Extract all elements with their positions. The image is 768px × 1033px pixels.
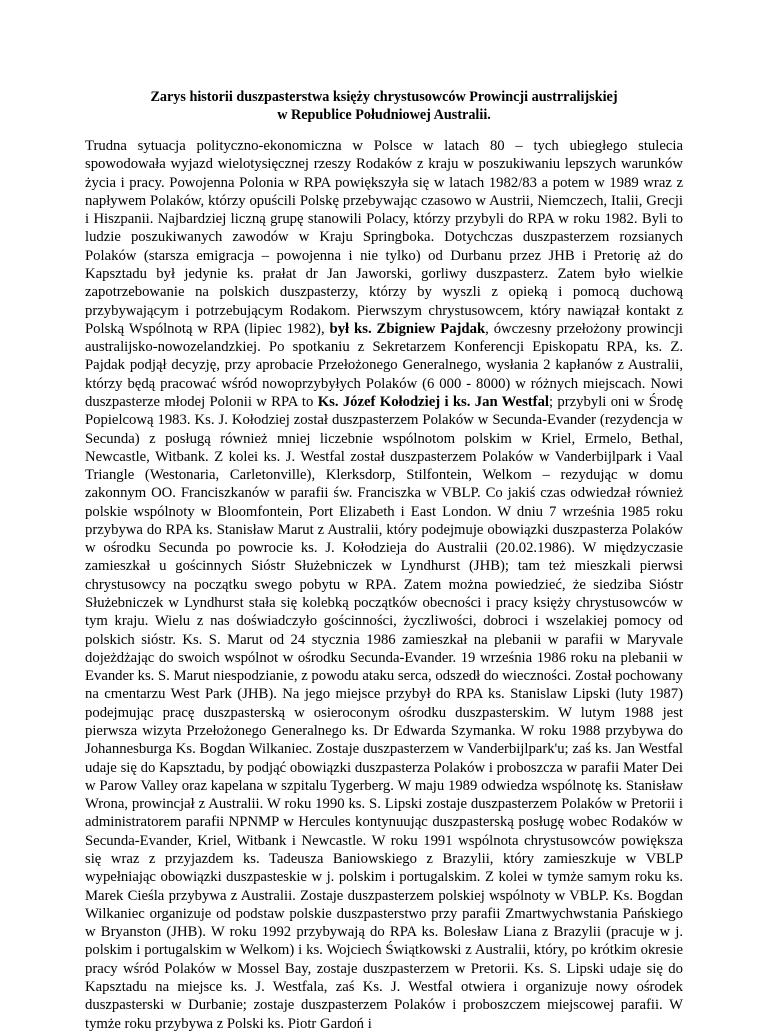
document-page [85,88,683,1033]
text-segment-1: Trudna sytuacja polityczno-ekonomiczna w Polsce w latach 80 – tych ubiegłego stulecia spowodowała wyjazd wielotysięcznej rzeszy Rodaków z kraju w poszukiwaniu lepszych warunków życia i pracy. Powojenna Polonia w RPA powiększyła się w latach 1982/83 a potem w 1989 wraz z napływem Polaków, którzy opuścili Polskę przebywając czasowo w Austrii, Niemczech, Italii, Grecji i Hiszpanii. Najbardziej liczną grupę stanowili Polacy, którzy przybyli do RPA w roku 1982. Byli to ludzie poszukiwanych zawodów w Kraju Springboka. Dotychczas duszpasterzem rozsianych Polaków (starsza emigracja – powojenna i nie tylko) od Durbanu przez JHB i Pretorię aż do Kapsztadu był jedynie ks. prałat dr Jan Jaworski, gorliwy duszpasterz. Zatem było wielkie zapotrzebowanie na polskich duszpasterzy, którzy by wyszli z opieką i pomocą duchową przybywającym i potrzebującym Rodakom. Pierwszym chrystusowcem, który nawiązał kontakt z Polską Wspólnotą w RPA (lipiec 1982), [85,138,683,337]
body-paragraph [85,137,683,1033]
title-line-1: Zarys historii duszpasterstwa księży chrystusowców Prowincji austrralijskiej [150,89,618,105]
document-title [85,88,683,124]
title-line-2: w Republice Południowej Australii. [277,107,491,123]
bold-names-kolodziej-westfal: Ks. Józef Kołodziej i ks. Jan Westfal [317,393,550,410]
text-segment-3: ; przybyli oni w Środę Popielcową 1983. Ks. J. Kołodziej został duszpasterzem Polaków w Secunda-Evander (rezydencja w Secunda) z posługą również mniej liczebnie wspólnotom polskim w Kriel, Ermelo, Bethal, Newcastle, Witbank. Z kolei ks. J. Westfal został duszpasterzem Polaków w Vanderbijlpark i Vaal Triangle (Westonaria, Carletonville), Klerksdorp, Stilfontein, Welkom – rezydując w domu zakonnym OO. Franciszkanów w parafii św. Franciszka w VBLP. Co jakiś czas odwiedzał również polskie wspólnoty w Bloomfontein, Port Elizabeth i East London. W dniu 7 września 1985 roku przybywa do RPA ks. Stanisław Marut z Australii, który podejmuje obowiązki duszpasterza Polaków w ośrodku Secunda po powrocie ks. J. Kołodzieja do Australii (20.02.1986). W międzyczasie zamieszkał u gościnnych Sióstr Służebniczek w Lyndhurst (JHB); tam też mieszkali pierwsi chrystusowcy na początku swego pobytu w RPA. Zatem można powiedzieć, że siedziba Sióstr Służebniczek w Lyndhurst stała się kolebką początków obecności i pracy księży chrystusowców w tym kraju. Wielu z nas doświadczyło gościnności, życzliwości, dobroci i wszelakiej pomocy od polskich sióstr. Ks. S. Marut od 24 stycznia 1986 zamieszkał na plebanii w parafii w Maryvale dojeżdżając do swoich wspólnot w ośrodku Secunda-Evander. 19 września 1986 roku na plebanii w Evander ks. S. Marut niespodzianie, z powodu ataku serca, odszedł do wieczności. Został pochowany na cmentarzu West Park (JHB). Na jego miejsce przybył do RPA ks. Stanislaw Lipski (luty 1987) podejmując pracę duszpasterską w osieroconym ośrodku duszpasterskim. W lutym 1988 jest pierwsza wizyta Przełożonego Generalnego ks. Dr Edwarda Szymanka. W roku 1988 przybywa do Johannesburga Ks. Bogdan Wilkaniec. Zostaje duszpasterzem w Vanderbijlpark'u; zaś ks. Jan Westfal udaje się do Kapsztadu, by podjąć obowiązki duszpasterza Polaków i proboszcza w parafii Mater Dei w Parow Valley oraz kapelana w szpitalu Tygerberg. W maju 1989 odwiedza wspólnotę ks. Stanisław Wrona, prowincjał z Australii. W roku 1990 ks. S. Lipski zostaje duszpasterzem Polaków w Pretorii i administratorem parafii NPNMP w Hercules kontynuując duszpasterską posługę wobec Rodaków w Secunda-Evander, Kriel, Witbank i Newcastle. W roku 1991 wspólnota chrystusowców powiększa się wraz z przyjazdem ks. Tadeusza Baniowskiego z Brazylii, który zamieszkuje w VBLP wypełniając obowiązki duszpasteskie w j. polskim i portugalskim. Z kolei w tymże samym roku ks. Marek Cieśla przybywa z Australii. Zostaje duszpasterzem polskiej wspólnoty w VBLP. Ks. Bogdan Wilkaniec organizuje od podstaw polskie duszpasterstwo przy parafii Zmartwychwstania Pańskiego w Bryanston (JHB). W roku 1992 przybywają do RPA ks. Bolesław Liana z Brazylii (pracuje w j. polskim i portugalskim w Welkom) i ks. Wojciech Świątkowski z Australii, który, po krótkim okresie pracy wśród Polaków w Mossel Bay, zostaje duszpasterzem w Pretorii. Ks. S. Lipski udaje się do Kapsztadu na miejsce ks. J. Westfala, zaś Ks. J. Westfal otwiera i organizuje nowy ośrodek duszpasterski w Durbanie; zostaje duszpasterzem Polaków i proboszczem miejscowej parafii. W tymże roku przybywa z Polski ks. Piotr Gardoń i [85,393,683,1032]
text-segment-2: , ówczesny przełożony prowincji australijsko-nowozelandzkiej. Po spotkaniu z Sekretarzem Konferencji Episkopatu RPA, ks. Z. Pajdak podjął decyzję, przy aprobacie Przełożonego Generalnego, wysłania 2 kapłanów z Australii, którzy będą pracować wśród nowoprzybyłych Polaków (6 000 - 8000) w różnych miejscach. Nowi duszpasterze młodej Polonii w RPA to [85,320,683,410]
bold-name-pajdak: był ks. Zbigniew Pajdak [329,320,486,337]
